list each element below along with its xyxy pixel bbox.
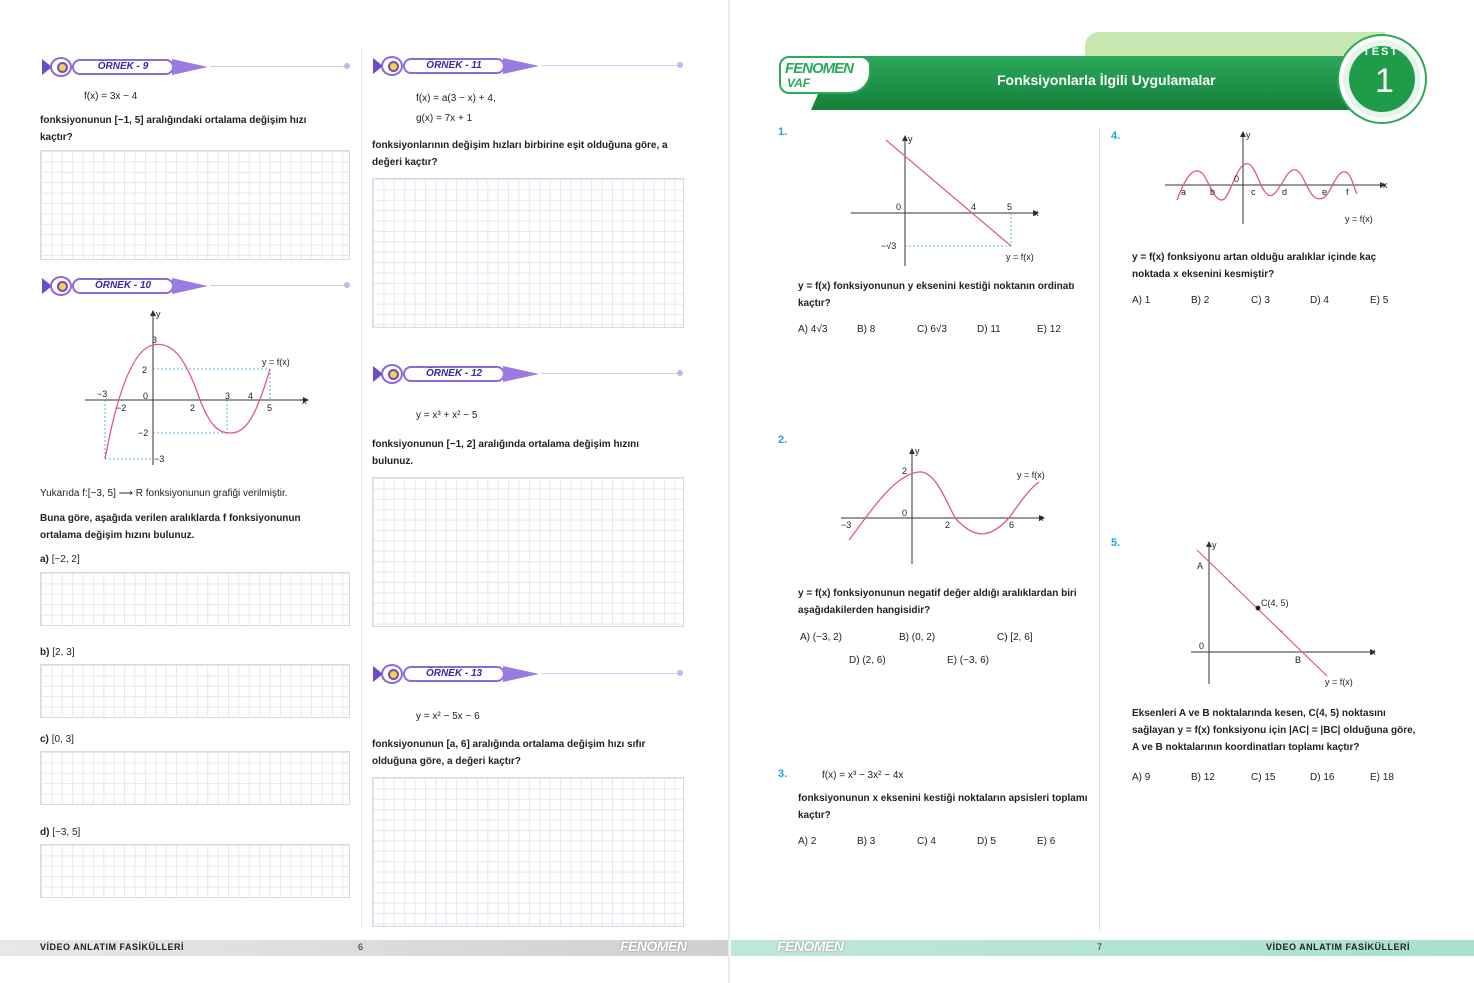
axis-label: x	[1383, 180, 1388, 190]
choice: A) 2	[798, 836, 817, 847]
choice: C) 3	[1251, 295, 1270, 306]
part-a: a) [−2, 2]	[40, 554, 80, 565]
function-curve	[105, 344, 273, 459]
point-label: B	[1295, 655, 1302, 665]
footer-series: VİDEO ANLATIM FASİKÜLLERİ	[1266, 942, 1410, 952]
ornek-9-label: ÖRNEK - 9	[72, 59, 174, 75]
answer-grid	[40, 150, 350, 260]
choice: C) [2, 6]	[997, 632, 1033, 643]
part-b: b) [2, 3]	[40, 647, 75, 658]
logo	[779, 56, 871, 94]
tick-label: 0	[143, 391, 149, 401]
question-1-graph	[846, 130, 1046, 270]
tick-label: 3	[225, 391, 231, 401]
ornek-11-formula-f: f(x) = a(3 − x) + 4,	[416, 93, 496, 104]
tick-label: e	[1322, 187, 1328, 197]
page-number: 6	[358, 942, 364, 952]
answer-grid	[372, 178, 684, 328]
tick-label: 2	[142, 365, 148, 375]
choice: E) 12	[1037, 324, 1061, 335]
choice: D) (2, 6)	[849, 655, 886, 666]
tick-label: −3	[154, 454, 165, 464]
question-4-number: 4.	[1111, 130, 1121, 142]
ornek-13-question: fonksiyonunun [a, 6] aralığında ortalama değişim hızı sıfır olduğuna göre, a değeri kaçtır?	[372, 739, 646, 767]
ornek-13-header	[373, 664, 685, 684]
choice: D) 16	[1310, 772, 1335, 783]
column-divider	[361, 48, 362, 928]
choice: E) (−3, 6)	[947, 655, 989, 666]
tick-label: −3	[841, 520, 852, 530]
footer-brand: FENOMEN	[777, 938, 844, 954]
question-3-number: 3.	[778, 768, 788, 780]
axis-label: y	[1212, 540, 1217, 550]
ornek-11-formula-g: g(x) = 7x + 1	[416, 113, 473, 124]
tick-label: −2	[138, 428, 149, 438]
question-5-number: 5.	[1111, 537, 1121, 549]
tick-label: 3	[152, 335, 158, 345]
tick-label: 5	[1007, 202, 1013, 212]
page-number: 7	[1097, 942, 1103, 952]
tick-label: b	[1210, 187, 1216, 197]
ornek-10-question: Buna göre, aşağıda verilen aralıklarda f fonksiyonunun ortalama değişim hızını bulunuz.	[40, 513, 301, 541]
axis-label: x	[302, 396, 307, 406]
test-badge	[1339, 36, 1425, 122]
tick-label: 2	[902, 466, 908, 476]
point-label: C(4, 5)	[1261, 598, 1289, 608]
logo-bottom: VAF	[787, 76, 811, 90]
question-1-text: y = f(x) fonksiyonunun y eksenini kestiği noktanın ordinatı kaçtır?	[798, 281, 1075, 309]
choice: B) (0, 2)	[899, 632, 936, 643]
question-4-graph	[1163, 128, 1393, 228]
point-label: A	[1197, 561, 1204, 571]
choice: A) 4√3	[798, 324, 828, 335]
choice: C) 6√3	[917, 324, 947, 335]
choice: D) 4	[1310, 295, 1329, 306]
curve-label: y = f(x)	[1325, 677, 1353, 687]
footer-series: VİDEO ANLATIM FASİKÜLLERİ	[40, 942, 184, 952]
part-c: c) [0, 3]	[40, 734, 74, 745]
tick-label: 4	[248, 391, 254, 401]
answer-grid	[40, 572, 350, 626]
tick-label: a	[1181, 187, 1187, 197]
tick-label: 0	[902, 508, 908, 518]
question-5-graph	[1181, 538, 1381, 688]
curve-label: y = f(x)	[1017, 470, 1045, 480]
tick-label: c	[1251, 187, 1256, 197]
choice: B) 12	[1191, 772, 1215, 783]
choice: D) 11	[977, 324, 1001, 335]
question-2-number: 2.	[778, 434, 788, 446]
answer-grid	[40, 844, 350, 898]
magnifier-icon	[50, 276, 72, 296]
magnifier-icon	[50, 57, 72, 77]
tick-label: 0	[1199, 641, 1205, 651]
question-4-text: y = f(x) fonksiyonu artan olduğu aralıklar içinde kaç noktada x eksenini kesmiştir?	[1132, 252, 1377, 280]
question-3-text: fonksiyonunun x eksenini kestiği noktaların apsisleri toplamı kaçtır?	[798, 793, 1088, 821]
choice: E) 6	[1037, 836, 1056, 847]
ornek-10-graph	[80, 305, 320, 470]
logo-top: FENOMEN	[785, 60, 853, 77]
tick-label: 0	[1234, 174, 1240, 184]
ornek-10-header	[42, 276, 352, 296]
axis-label: x	[1371, 647, 1376, 657]
tick-label: 2	[945, 520, 951, 530]
ornek-9-question: fonksiyonunun [−1, 5] aralığındaki ortalama değişim hızı kaçtır?	[40, 115, 307, 143]
answer-grid	[40, 664, 350, 718]
choice: B) 3	[857, 836, 876, 847]
choice: A) (−3, 2)	[800, 632, 842, 643]
magnifier-icon	[381, 364, 403, 384]
question-5-text: Eksenleri A ve B noktalarında kesen, C(4, 5) noktasını sağlayan y = f(x) fonksiyonu için |AC| = |BC| olduğuna göre, A ve B noktalarının koordinatları toplamı kaçtır?	[1132, 708, 1416, 753]
test-label: TEST	[1363, 46, 1400, 58]
choice: B) 2	[1191, 295, 1210, 306]
ornek-9-header	[42, 57, 352, 77]
left-page	[0, 0, 728, 983]
ornek-9-formula: f(x) = 3x − 4	[84, 91, 138, 102]
ornek-10-label: ÖRNEK - 10	[72, 278, 174, 294]
answer-grid	[40, 751, 350, 805]
ornek-12-header	[373, 364, 685, 384]
tick-label: 2	[190, 403, 196, 413]
choice: E) 18	[1370, 772, 1394, 783]
tick-label: −3	[97, 389, 108, 399]
tick-label: −2	[116, 403, 127, 413]
choice: A) 1	[1132, 295, 1151, 306]
ornek-13-formula: y = x² − 5x − 6	[416, 711, 480, 722]
curve-label: y = f(x)	[262, 357, 290, 367]
choice: D) 5	[977, 836, 996, 847]
axis-label: y	[908, 134, 913, 144]
choice: E) 5	[1370, 295, 1389, 306]
axis-label: y	[156, 309, 161, 319]
magnifier-icon	[381, 664, 403, 684]
ornek-12-question: fonksiyonunun [−1, 2] aralığında ortalama değişim hızını bulunuz.	[372, 439, 639, 467]
tick-label: d	[1282, 187, 1288, 197]
answer-grid	[372, 477, 684, 627]
magnifier-icon	[381, 56, 403, 76]
ornek-10-intro: Yukarıda f:[−3, 5] ⟶ R fonksiyonunun grafiği verilmiştir.	[40, 488, 288, 499]
choice: B) 8	[857, 324, 876, 335]
column-divider	[1099, 128, 1100, 930]
tick-label: 5	[267, 403, 273, 413]
curve-label: y = f(x)	[1006, 252, 1034, 262]
axis-label: x	[1039, 513, 1044, 523]
ornek-13-label: ÖRNEK - 13	[403, 666, 505, 682]
tick-label: 6	[1009, 520, 1015, 530]
answer-grid	[372, 777, 684, 927]
curve-label: y = f(x)	[1345, 214, 1373, 224]
test-number: 1	[1375, 62, 1394, 100]
ornek-12-formula: y = x³ + x² − 5	[416, 410, 478, 421]
ornek-11-header	[373, 56, 685, 76]
axis-label: y	[915, 446, 920, 456]
question-2-text: y = f(x) fonksiyonunun negatif değer aldığı aralıklardan biri aşağıdakilerden hangisidir?	[798, 588, 1077, 616]
ornek-11-label: ÖRNEK - 11	[403, 58, 505, 74]
choice: C) 15	[1251, 772, 1276, 783]
tick-label: −√3	[881, 241, 897, 251]
footer-brand: FENOMEN	[620, 938, 687, 954]
right-page	[731, 0, 1474, 983]
ornek-12-label: ÖRNEK - 12	[403, 366, 505, 382]
question-1-number: 1.	[778, 126, 788, 138]
ornek-11-question: fonksiyonlarının değişim hızları birbirine eşit olduğuna göre, a değeri kaçtır?	[372, 140, 668, 168]
tick-label: f	[1346, 187, 1349, 197]
part-d: d) [−3, 5]	[40, 827, 81, 838]
header-title: Fonksiyonlarla İlgili Uygulamalar	[997, 72, 1216, 88]
choice: C) 4	[917, 836, 936, 847]
choice: A) 9	[1132, 772, 1151, 783]
tick-label: 4	[971, 202, 977, 212]
axis-label: y	[1246, 130, 1251, 140]
question-3-formula: f(x) = x³ − 3x² − 4x	[822, 770, 904, 781]
axis-label: x	[1034, 208, 1039, 218]
question-2-graph	[839, 444, 1054, 568]
tick-label: 0	[896, 202, 902, 212]
